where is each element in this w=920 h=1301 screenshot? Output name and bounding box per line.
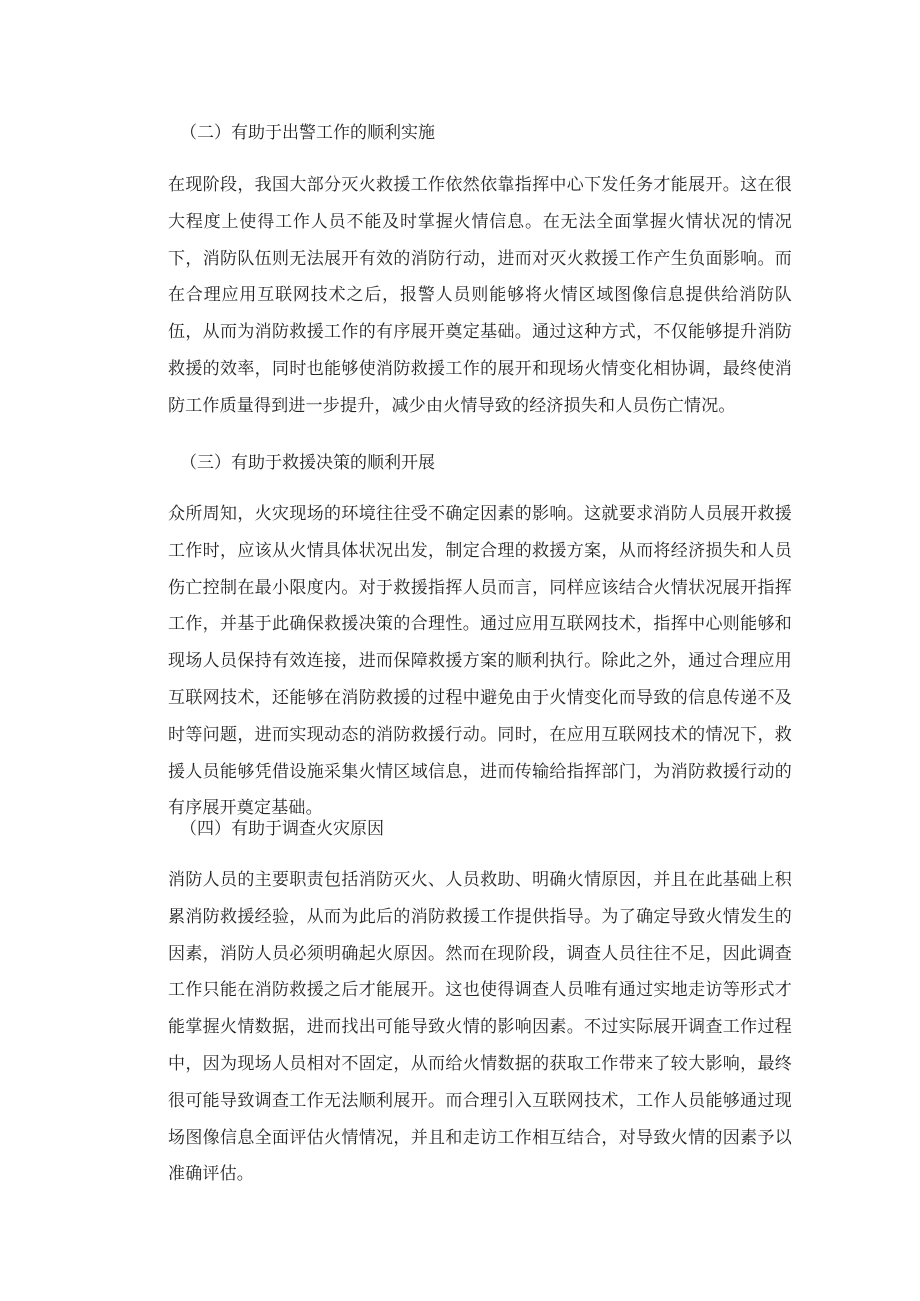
section-paragraph-3: 众所周知，火灾现场的环境往往受不确定因素的影响。这就要求消防人员展开救援工作时，应该从火情具体状况出发，制定合理的救援方案，从而将经济损失和人员伤亡控制在最小限度内。对于救援指挥人员而言，同样应该结合火情状况展开指挥工作，并基于此确保救援决策的合理性。通过应用互联网技术，指挥中心则能够和现场人员保持有效连接，进而保障救援方案的顺利执行。除此之外，通过合理应用互联网技术，还能够在消防救援的过程中避免由于火情变化而导致的信息传递不及时等问题，进而实现动态的消防救援行动。同时，在应用互联网技术的情况下，救援人员能够凭借设施采集火情区域信息，进而传输给指挥部门，为消防救援行动的有序展开奠定基础。 xyxy=(168,504,792,819)
section-heading-4: （四）有助于调查火灾原因 xyxy=(180,819,384,839)
section-heading-3: （三）有助于救援决策的顺利开展 xyxy=(180,453,435,473)
section-paragraph-2: 在现阶段，我国大部分灭火救援工作依然依靠指挥中心下发任务才能展开。这在很大程度上使得工作人员不能及时掌握火情信息。在无法全面掌握火情状况的情况下，消防队伍则无法展开有效的消防行动，进而对灭火救援工作产生负面影响。而在合理应用互联网技术之后，报警人员则能够将火情区域图像信息提供给消防队伍，从而为消防救援工作的有序展开奠定基础。通过这种方式，不仅能够提升消防救援的效率，同时也能够使消防救援工作的展开和现场火情变化相协调，最终使消防工作质量得到进一步提升，减少由火情导致的经济损失和人员伤亡情况。 xyxy=(168,175,792,416)
section-heading-2: （二）有助于出警工作的顺利实施 xyxy=(180,123,435,143)
section-paragraph-4: 消防人员的主要职责包括消防灭火、人员救助、明确火情原因，并且在此基础上积累消防救援经验，从而为此后的消防救援工作提供指导。为了确定导致火情发生的因素，消防人员必须明确起火原因。然而在现阶段，调查人员往往不足，因此调查工作只能在消防救援之后才能展开。这也使得调查人员唯有通过实地走访等形式才能掌握火情数据，进而找出可能导致火情的影响因素。不过实际展开调查工作过程中，因为现场人员相对不固定，从而给火情数据的获取工作带来了较大影响，最终很可能导致调查工作无法顺利展开。而合理引入互联网技术，工作人员能够通过现场图像信息全面评估火情情况，并且和走访工作相互结合，对导致火情的因素予以准确评估。 xyxy=(168,870,792,1185)
